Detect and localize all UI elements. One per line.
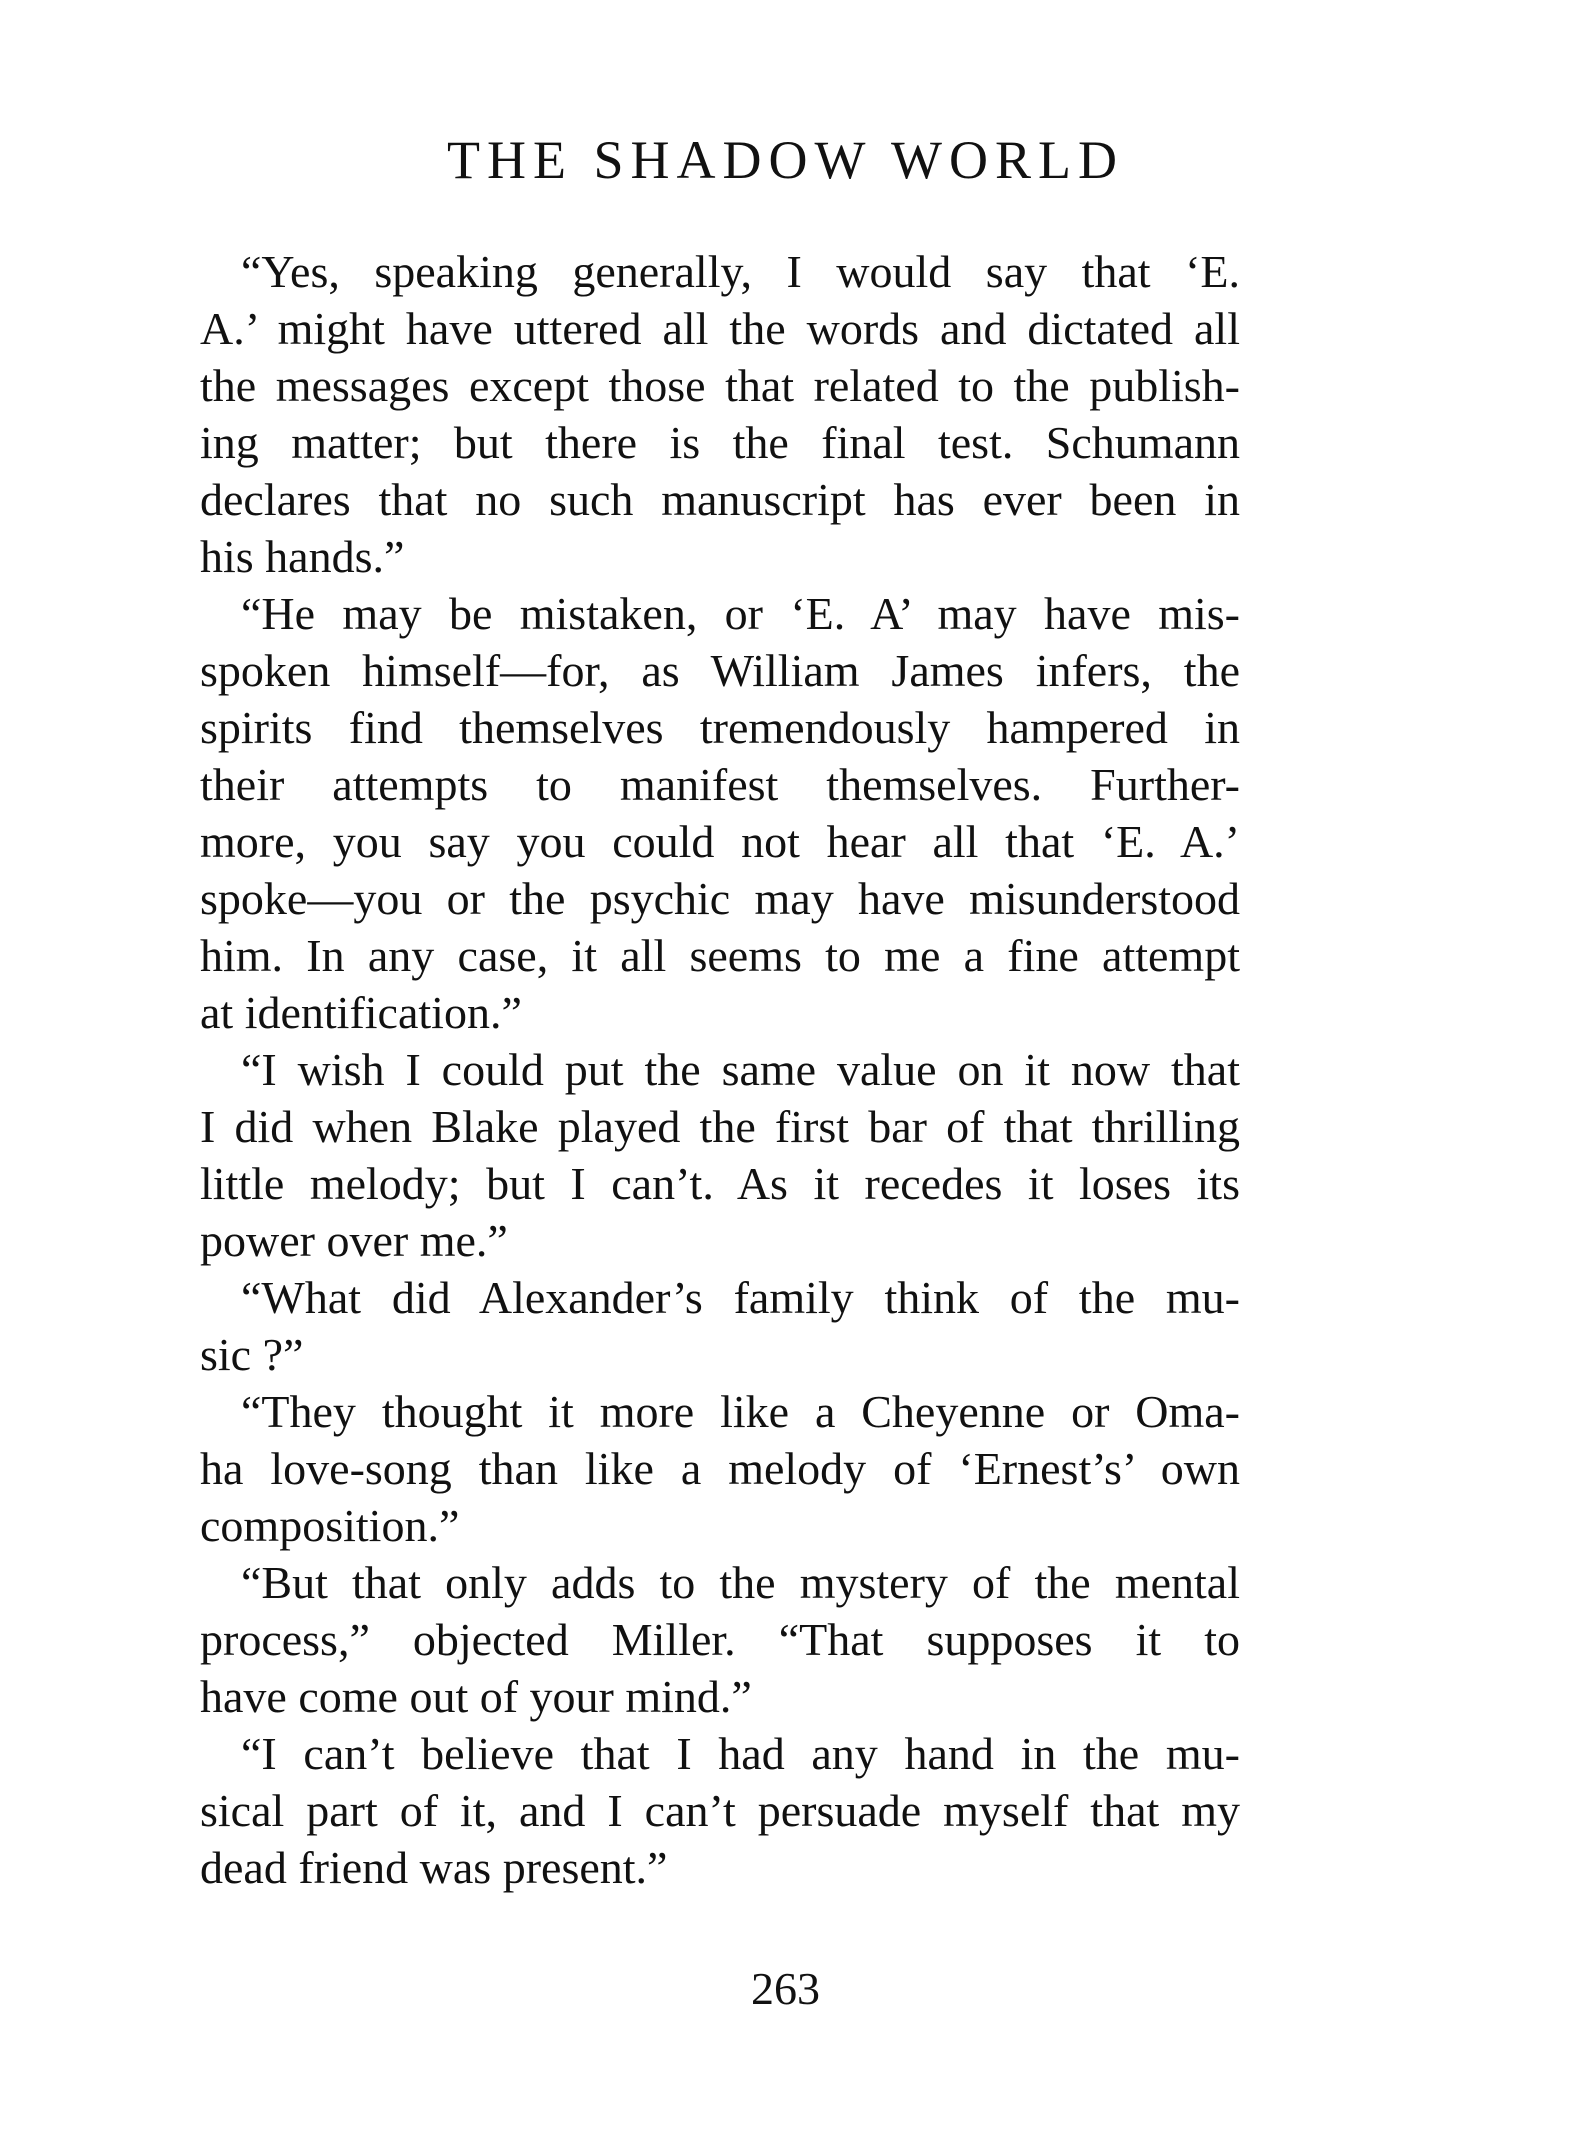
text-line: “But that only adds to the mystery of the mental	[241, 1557, 1240, 1608]
text-line: sical part of it, and I can’t persuade myself that my	[200, 1785, 1240, 1836]
text-line: little melody; but I can’t. As it recedes it loses its	[200, 1158, 1240, 1209]
text-line: more, you say you could not hear all that ‘E. A.’	[200, 816, 1240, 867]
text-line: spoke—you or the psychic may have misunderstood	[200, 873, 1240, 924]
text-line: dead friend was present.”	[200, 1842, 668, 1893]
text-line: spirits find themselves tremendously hampered in	[200, 702, 1240, 753]
text-line: at identification.”	[200, 987, 522, 1038]
text-line: ha love-song than like a melody of ‘Ernest’s’ own	[200, 1443, 1240, 1494]
text-line: process,” objected Miller. “That supposes it to	[200, 1614, 1240, 1665]
text-line: “They thought it more like a Cheyenne or Oma-	[241, 1386, 1240, 1437]
text-line: have come out of your mind.”	[200, 1671, 752, 1722]
text-line: “I wish I could put the same value on it now that	[241, 1044, 1240, 1095]
text-line: power over me.”	[200, 1215, 508, 1266]
text-line: him. In any case, it all seems to me a fine attempt	[200, 930, 1240, 981]
text-line: spoken himself—for, as William James infers, the	[200, 645, 1240, 696]
text-line: A.’ might have uttered all the words and dictated all	[200, 303, 1240, 354]
text-line: the messages except those that related to the publish-	[200, 360, 1240, 411]
text-line: declares that no such manuscript has ever been in	[200, 474, 1240, 525]
text-line: “I can’t believe that I had any hand in the mu-	[241, 1728, 1240, 1779]
text-line: I did when Blake played the first bar of that thrilling	[200, 1101, 1240, 1152]
text-line: his hands.”	[200, 531, 405, 582]
text-line: composition.”	[200, 1500, 460, 1551]
text-line: “Yes, speaking generally, I would say that ‘E.	[241, 246, 1240, 297]
text-line: “He may be mistaken, or ‘E. A’ may have mis-	[241, 588, 1240, 639]
text-line: sic ?”	[200, 1329, 304, 1380]
text-line: their attempts to manifest themselves. Further-	[200, 759, 1240, 810]
text-line: ing matter; but there is the final test. Schumann	[200, 417, 1240, 468]
text-line: “What did Alexander’s family think of the mu-	[241, 1272, 1240, 1323]
page-number: 263	[751, 1963, 820, 2014]
running-head: THE SHADOW WORLD	[447, 130, 1124, 190]
